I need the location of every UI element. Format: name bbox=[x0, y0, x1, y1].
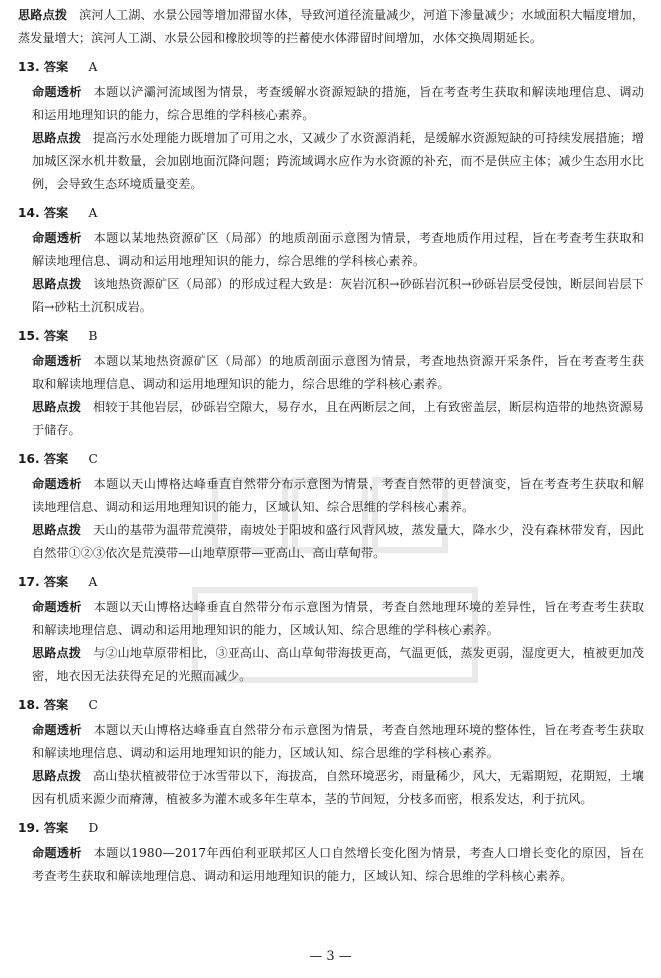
analysis-text: 本题以某地热资源矿区（局部）的地质剖面示意图为情景，考查地质作用过程，旨在考查考生获取和解读地理信息、调动和运用地理知识的能力，综合思维的学科核心素养。 bbox=[32, 231, 644, 268]
analysis-label: 命题透析 bbox=[32, 354, 82, 368]
answer-label: 答案 bbox=[43, 698, 69, 712]
question-header bbox=[18, 817, 644, 840]
analysis-text: 本题以天山博格达峰垂直自然带分布示意图为情景，考查自然带的更替演变，旨在考查考生获取和解读地理信息、调动和运用地理知识的能力，区域认知、综合思维的学科核心素养。 bbox=[32, 477, 644, 514]
question-header bbox=[18, 694, 644, 717]
hint-text: 天山的基带为温带荒漠带，南坡处于阳坡和盛行风背风坡，蒸发量大，降水少，没有森林带发育，因此自然带①②③依次是荒漠带—山地草原带—亚高山、高山草甸带。 bbox=[32, 523, 644, 560]
question-header bbox=[18, 448, 644, 471]
hint-label: 思路点拨 bbox=[32, 400, 81, 414]
question-header bbox=[18, 56, 644, 79]
analysis-label: 命题透析 bbox=[32, 85, 82, 99]
analysis-label: 命题透析 bbox=[32, 477, 82, 491]
answer-label: 答案 bbox=[43, 329, 69, 343]
answer-label: 答案 bbox=[43, 575, 69, 589]
question-number: 17. bbox=[18, 575, 40, 589]
question-header bbox=[18, 571, 644, 594]
hint-label: 思路点拨 bbox=[32, 523, 81, 537]
page-number: — 3 — bbox=[309, 949, 352, 964]
question-number: 16. bbox=[18, 452, 40, 466]
hint-label: 思路点拨 bbox=[32, 769, 81, 783]
hint-paragraph bbox=[18, 396, 644, 442]
hint-text: 与②山地草原带相比，③亚高山、高山草甸带海拔更高，气温更低，蒸发更弱，湿度更大，植被更加茂密，地衣因无法获得充足的光照而减少。 bbox=[32, 646, 644, 683]
analysis-paragraph bbox=[18, 227, 644, 273]
analysis-label: 命题透析 bbox=[32, 723, 82, 737]
answer-label: 答案 bbox=[43, 452, 69, 466]
hint-label: 思路点拨 bbox=[32, 131, 81, 145]
analysis-text: 本题以天山博格达峰垂直自然带分布示意图为情景，考查自然地理环境的整体性，旨在考查考生获取和解读地理信息、调动和运用地理知识的能力，区域认知、综合思维的学科核心素养。 bbox=[32, 723, 644, 760]
answer-value: B bbox=[88, 329, 98, 343]
answer-value: A bbox=[88, 60, 98, 74]
answer-value: C bbox=[88, 452, 98, 466]
question-header bbox=[18, 325, 644, 348]
hint-text: 提高污水处理能力既增加了可用之水，又减少了水资源消耗，是缓解水资源短缺的可持续发展措施；增加城区深水机井数量，会加剧地面沉降问题；跨流域调水应作为水资源的补充，而不是供应主体；减少生态用水比例，会导致生态环境质量变差。 bbox=[32, 131, 644, 191]
hint-label: 思路点拨 bbox=[32, 646, 81, 660]
hint-label: 思路点拨 bbox=[18, 8, 68, 22]
analysis-label: 命题透析 bbox=[32, 600, 82, 614]
answer-value: D bbox=[88, 821, 99, 835]
question-number: 19. bbox=[18, 821, 40, 835]
answer-label: 答案 bbox=[43, 821, 69, 835]
analysis-text: 本题以1980—2017年西伯利亚联邦区人口自然增长变化图为情景，考查人口增长变化的原因，旨在考查考生获取和解读地理信息、调动和运用地理知识的能力，区域认知、综合思维的学科核心素养。 bbox=[32, 846, 645, 883]
hint-paragraph bbox=[18, 519, 644, 565]
hint-label: 思路点拨 bbox=[32, 277, 82, 291]
analysis-paragraph bbox=[18, 719, 644, 765]
hint-text: 相较于其他岩层，砂砾岩空隙大，易存水，且在两断层之间，上有致密盖层，断层构造带的地热资源易于储存。 bbox=[32, 400, 644, 437]
answer-value: C bbox=[88, 698, 98, 712]
hint-text: 滨河人工湖、水景公园等增加滞留水体，导致河道径流量减少，河道下渗量减少；水域面积大幅度增加，蒸发量增大；滨河人工湖、水景公园和橡胶坝等的拦蓄使水体滞留时间增加，水体交换周期延长。 bbox=[18, 8, 645, 45]
analysis-text: 本题以浐灞河流域图为情景，考查缓解水资源短缺的措施，旨在考查考生获取和解读地理信息、调动和运用地理知识的能力，综合思维的学科核心素养。 bbox=[32, 85, 644, 122]
analysis-paragraph bbox=[18, 596, 644, 642]
answer-value: A bbox=[88, 575, 98, 589]
question-number: 13. bbox=[18, 60, 40, 74]
answer-value: A bbox=[88, 206, 98, 220]
hint-paragraph bbox=[18, 642, 644, 688]
analysis-label: 命题透析 bbox=[32, 846, 82, 860]
hint-paragraph bbox=[18, 4, 644, 50]
analysis-text: 本题以某地热资源矿区（局部）的地质剖面示意图为情景，考查地热资源开采条件，旨在考查考生获取和解读地理信息、调动和运用地理知识的能力，综合思维的学科核心素养。 bbox=[32, 354, 644, 391]
analysis-paragraph bbox=[18, 81, 644, 127]
analysis-text: 本题以天山博格达峰垂直自然带分布示意图为情景，考查自然地理环境的差异性，旨在考查考生获取和解读地理信息、调动和运用地理知识的能力，区域认知、综合思维的学科核心素养。 bbox=[32, 600, 644, 637]
question-number: 14. bbox=[18, 206, 40, 220]
answer-label: 答案 bbox=[43, 60, 69, 74]
hint-paragraph bbox=[18, 273, 644, 319]
question-header bbox=[18, 202, 644, 225]
answer-content bbox=[18, 4, 644, 888]
hint-text: 高山垫状植被带位于冰雪带以下，海拔高，自然环境恶劣，雨量稀少，风大，无霜期短，花期短，土壤因有机质来源少而瘠薄，植被多为灌木或多年生草本，茎的节间短，分枝多而密，根系发达，利于抗风。 bbox=[32, 769, 644, 806]
analysis-paragraph bbox=[18, 350, 644, 396]
answer-label: 答案 bbox=[43, 206, 69, 220]
analysis-paragraph bbox=[18, 842, 644, 888]
hint-text: 该地热资源矿区（局部）的形成过程大致是：灰岩沉积→砂砾岩沉积→砂砾岩层受侵蚀，断层间岩层下陷→砂粘土沉积成岩。 bbox=[32, 277, 644, 314]
hint-paragraph bbox=[18, 127, 644, 196]
hint-paragraph bbox=[18, 765, 644, 811]
analysis-paragraph bbox=[18, 473, 644, 519]
question-number: 15. bbox=[18, 329, 40, 343]
analysis-label: 命题透析 bbox=[32, 231, 82, 245]
question-number: 18. bbox=[18, 698, 40, 712]
